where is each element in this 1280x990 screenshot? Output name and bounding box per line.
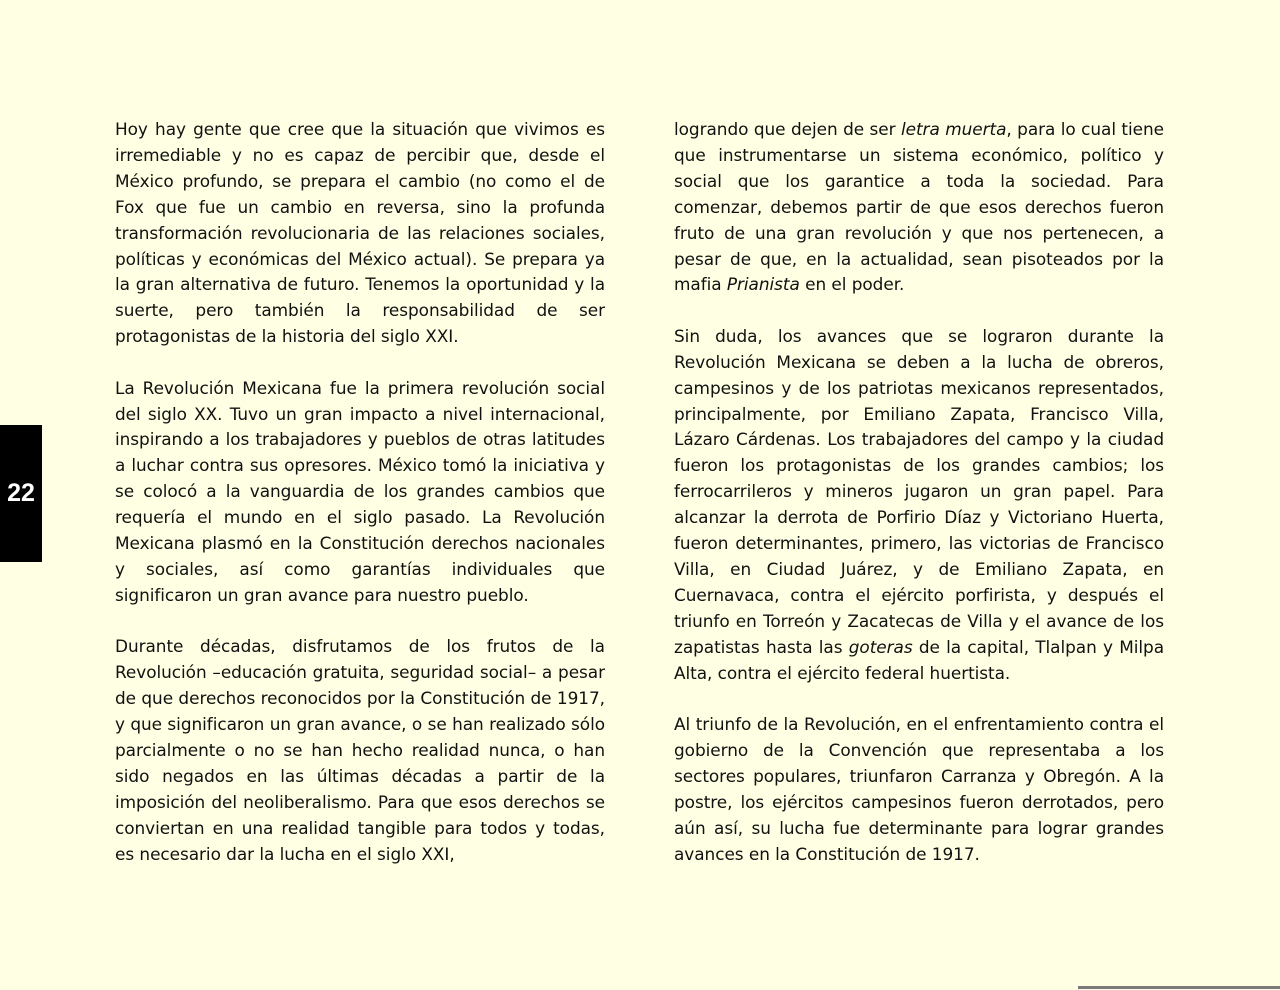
text-run: logrando que dejen de ser — [674, 119, 901, 139]
italic-term-prianista: Prianista — [726, 274, 800, 295]
italic-term-goteras: goteras — [848, 636, 913, 657]
paragraph-right-1 — [674, 117, 1164, 298]
bottom-scroll-indicator — [1078, 986, 1280, 989]
page-number-tab — [0, 425, 42, 562]
paragraph-right-2 — [674, 324, 1164, 687]
paragraph-left-2: La Revolución Mexicana fue la primera revolución social del siglo XX. Tuvo un gran impacto a nivel internacional, inspirando a los trabajadores y pueblos de otras latitudes a luchar contra sus opresores. México tomó la iniciativa y se colocó a la vanguardia de los grandes cambios que requería el mundo en el siglo pasado. La Revolución Mexicana plasmó en la Constitución derechos nacionales y sociales, así como garantías individuales que significaron un gran avance para nuestro pueblo. — [115, 377, 605, 605]
text-run: , para lo cual tiene que instrumentarse un sistema económico, político y social que los garantice a toda la sociedad. Para comenzar, debemos partir de que esos derechos fueron fruto de una gran revolución y que nos pertenecen, a pesar de que, en la actualidad, sean pisoteados por la mafia — [674, 119, 1164, 295]
right-column — [674, 117, 1164, 867]
left-column — [115, 117, 605, 867]
paragraph-right-3: Al triunfo de la Revolución, en el enfrentamiento contra el gobierno de la Convención que representaba a los sectores populares, triunfaron Carranza y Obregón. A la postre, los ejércitos campesinos fueron derrotados, pero aún así, su lucha fue determinante para lograr grandes avances en la Constitución de 1917. — [674, 714, 1164, 864]
text-run: de la capital, Tlalpan y Milpa Alta, contra el ejército federal huertista. — [674, 636, 1165, 683]
italic-term-letra-muerta: letra muerta — [901, 119, 1007, 139]
paragraph-left-3: Durante décadas, disfrutamos de los frutos de la Revolución –educación gratuita, seguridad social– a pesar de que derechos reconocidos por la Constitución de 1917, y que significaron un gran avance, o se han realizado sólo parcialmente o no se han hecho realidad nunca, o han sido negados en las últimas décadas a partir de la imposición del neoliberalismo. Para que esos derechos se conviertan en una realidad tangible para todos y todas, es necesario dar la lucha en el siglo XXI, — [115, 636, 605, 864]
text-run: Sin duda, los avances que se lograron durante la Revolución Mexicana se deben a la lucha de obreros, campesinos y de los patriotas mexicanos representados, principalmente, por Emiliano Zapata, Francisco Villa, Lázaro Cárdenas. Los trabajadores del campo y la ciudad fueron los protagonistas de los grandes cambios; los ferrocarrileros y mineros jugaron un gran papel. Para alcanzar la derrota de Porfirio Díaz y Victoriano Huerta, fueron determinantes, primero, las victorias de Francisco Villa, en Ciudad Juárez, y de Emiliano Zapata, en Cuernavaca, contra el ejército porfirista, y después el triunfo en Torreón y Zacatecas de Villa y el avance de los zapatistas hasta las — [674, 325, 1164, 657]
text-run: en el poder. — [799, 274, 905, 295]
paragraph-left-1: Hoy hay gente que cree que la situación que vivimos es irremediable y no es capaz de percibir que, desde el México profundo, se prepara el cambio (no como el de Fox que fue un cambio en reversa, sino la profunda transformación revolucionaria de las relaciones sociales, políticas y económicas del México actual). Se prepara ya la gran alternativa de futuro. Tenemos la oportunidad y la suerte, pero también la responsabilidad de ser protagonistas de la historia del siglo XXI. — [115, 119, 605, 347]
page-number: 22 — [7, 479, 35, 507]
